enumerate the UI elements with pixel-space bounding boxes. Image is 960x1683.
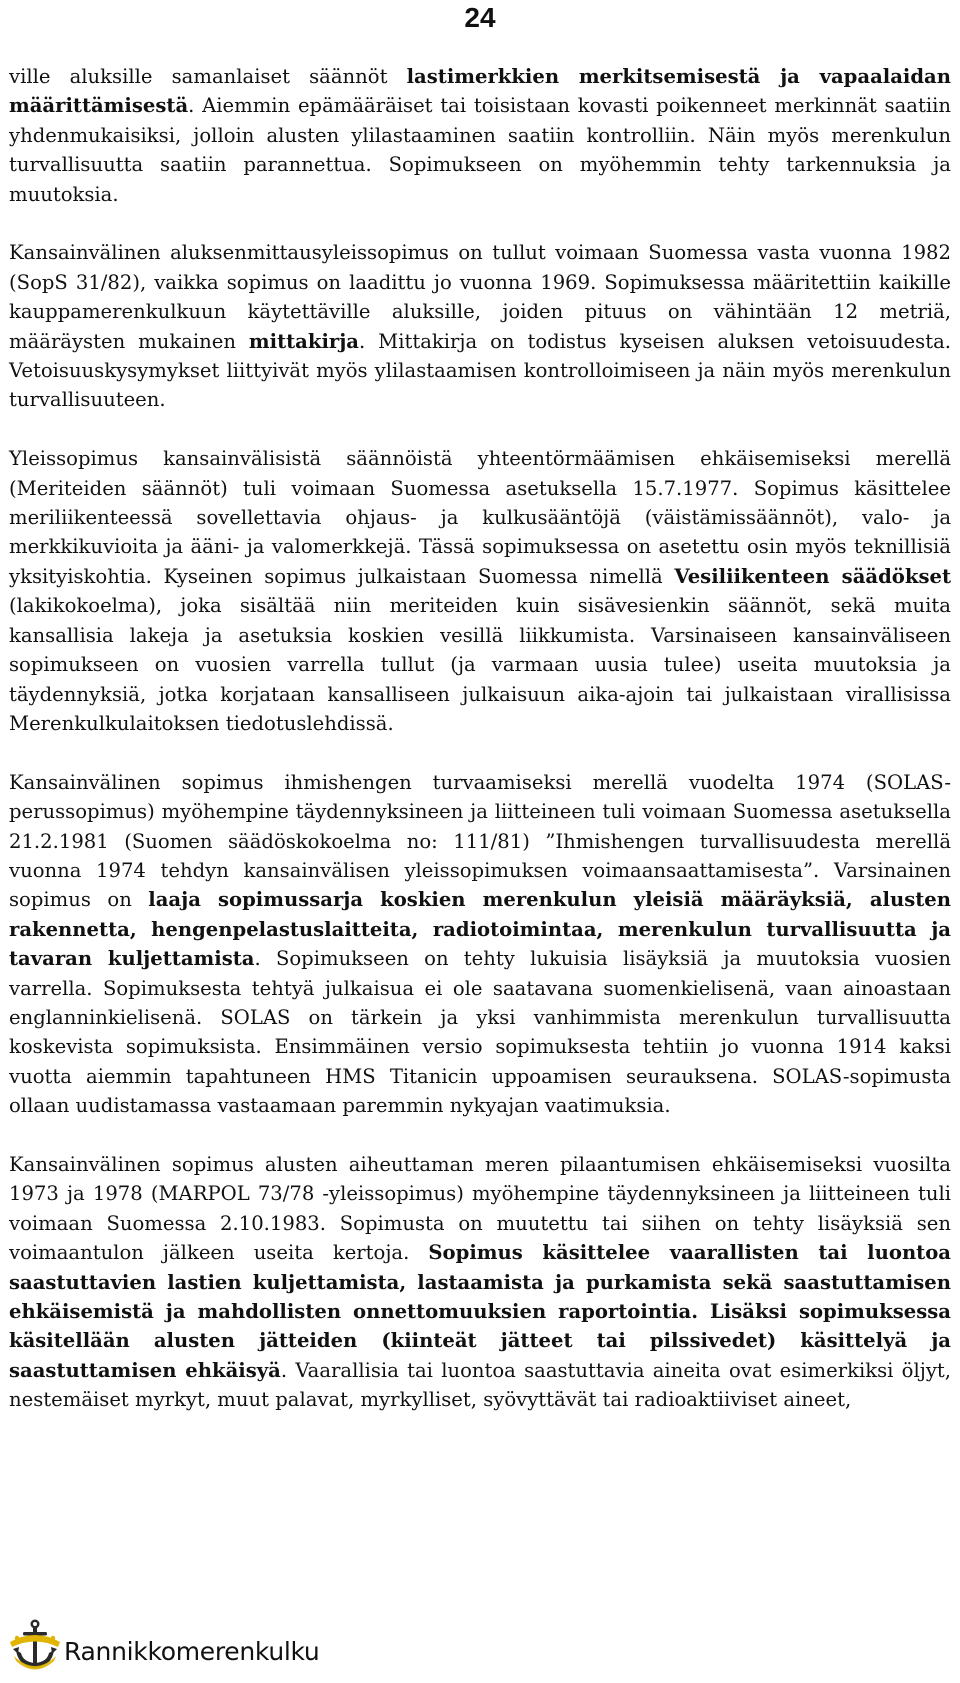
- text-run: ville aluksille samanlaiset säännöt: [9, 65, 407, 88]
- bold-text: mittakirja: [248, 329, 360, 353]
- page-number: 24: [464, 2, 496, 33]
- paragraph: [9, 444, 951, 738]
- text-run: . Aiemmin epämääräiset tai toisistaan kovasti poikenneet merkinnät saatiin yhdenmukaisiksi, jolloin alusten ylilastaaminen saatiin kontrolliin. Näin myös merenkulun turvallisuutta saatiin parannettua. Sopimukseen on myöhemmin tehty tarkennuksia ja muutoksia.: [9, 94, 951, 206]
- brand-name: Rannikkomerenkulku: [64, 1637, 320, 1666]
- bold-text: laaja sopimussarja koskien merenkulun yleisiä määräyksiä, alusten rakennetta, hengenpelastuslaitteita, radiotoimintaa, merenkulun turvallisuutta ja tavaran kuljettamista: [9, 888, 951, 971]
- text-run: (lakikokoelma), joka sisältää niin meriteiden kuin sisävesienkin säännöt, sekä muita kansallisia lakeja ja asetuksia koskien vesillä liikkumista. Varsinaiseen kansainväliseen sopimukseen on vuosien varrella tullut (ja varmaan uusia tulee) useita muutoksia ja täydennyksiä, jotka korjataan kansalliseen julkaisuun aika-ajoin tai julkaistaan virallisissa Merenkulkulaitoksen tiedotuslehdissä.: [9, 594, 951, 735]
- text-run: Kansainvälinen sopimus alusten aiheuttaman meren pilaantumisen ehkäisemiseksi vuosilta 1973 ja 1978 (MARPOL 73/78 -yleissopimus) myöhempine täydennyksineen ja liitteineen tuli voimaan Suomessa 2.10.1983. Sopimusta on muutettu tai siihen on tehty lisäyksiä sen voimaantulon jälkeen useita kertoja.: [9, 1152, 951, 1265]
- text-run: Yleissopimus kansainvälisistä säännöistä yhteentörmäämisen ehkäisemiseksi merellä (Meriteiden säännöt) tuli voimaan Suomessa asetuksella 15.7.1977. Sopimus käsittelee meriliikenteessä sovellettavia ohjaus- ja kulkusääntöjä (väistämissäännöt), valo- ja merkkikuvioita ja ääni- ja valomerkkejä. Tässä sopimuksessa on asetettu osin myös teknillisiä yksityiskohtia. Kyseinen sopimus julkaistaan Suomessa nimellä: [9, 447, 951, 588]
- footer: [8, 1614, 319, 1676]
- text-run: Kansainvälinen aluksenmittausyleissopimus on tullut voimaan Suomessa vasta vuonna 1982 (SopS 31/82), vaikka sopimus on laadittu jo vuonna 1969. Sopimuksessa määritettiin kaikille kauppamerenkulkuun käytettäville aluksille, joiden pituus on vähintään 12 metriä, määräysten mukainen: [9, 241, 951, 353]
- bold-text: lastimerkkien merkitsemisestä ja vapaalaidan määrittämisestä: [9, 65, 951, 118]
- text-run: . Mittakirja on todistus kyseisen aluksen vetoisuudesta. Vetoisuuskysymykset liittyivät myös ylilastaamisen kontrolloimiseen ja näin myös merenkulun turvallisuuteen.: [9, 329, 951, 412]
- text-run: . Vaarallisia tai luontoa saastuttavia aineita ovat esimerkiksi öljyt, nestemäiset myrkyt, muut palavat, myrkylliset, syövyttävät tai radioaktiiviset aineet,: [9, 1358, 951, 1412]
- anchor-emblem-icon: [8, 1616, 62, 1674]
- paragraph: [9, 768, 951, 1121]
- text-run: . Sopimukseen on tehty lukuisia lisäyksiä ja muutoksia vuosien varrella. Sopimuksesta tehtyä julkaisua ei ole saatavana suomenkielisenä, vaan ainoastaan englanninkielisenä. SOLAS on tärkein ja yksi vanhimmista merenkulun turvallisuutta koskevista sopimuksista. Ensimmäinen versio sopimuksesta tehtiin jo vuonna 1914 kaksi vuotta aiemmin tapahtuneen HMS Titanicin uppoamisen seurauksena. SOLAS-sopimusta ollaan uudistamassa vastaamaan paremmin nykyajan vaatimuksia.: [9, 947, 952, 1118]
- bold-text: Sopimus käsittelee vaarallisten tai luontoa saastuttavien lastien kuljettamista, lastaamista ja purkamista sekä saastuttamisen ehkäisemistä ja mahdollisten onnettomuuksien raportointia. Lisäksi sopimuksessa käsitellään alusten jätteiden (kiinteät jätteet tai pilssivedet) käsittelyä ja saastuttamisen ehkäisyä: [9, 1241, 952, 1382]
- paragraph: [9, 62, 951, 209]
- body-text: [9, 62, 951, 1415]
- text-run: Kansainvälinen sopimus ihmishengen turvaamiseksi merellä vuodelta 1974 (SOLAS-perussopimus) myöhempine täydennyksineen ja liitteineen tuli voimaan Suomessa asetuksella 21.2.1981 (Suomen säädöskokoelma no: 111/81) ”Ihmishengen turvallisuudesta merellä vuonna 1974 tehdyn kansainvälisen yleissopimuksen voimaansaattamisesta”. Varsinainen sopimus on: [9, 770, 951, 912]
- bold-text: Vesiliikenteen säädökset: [674, 564, 952, 588]
- paragraph: [9, 238, 951, 414]
- paragraph: [9, 1150, 951, 1415]
